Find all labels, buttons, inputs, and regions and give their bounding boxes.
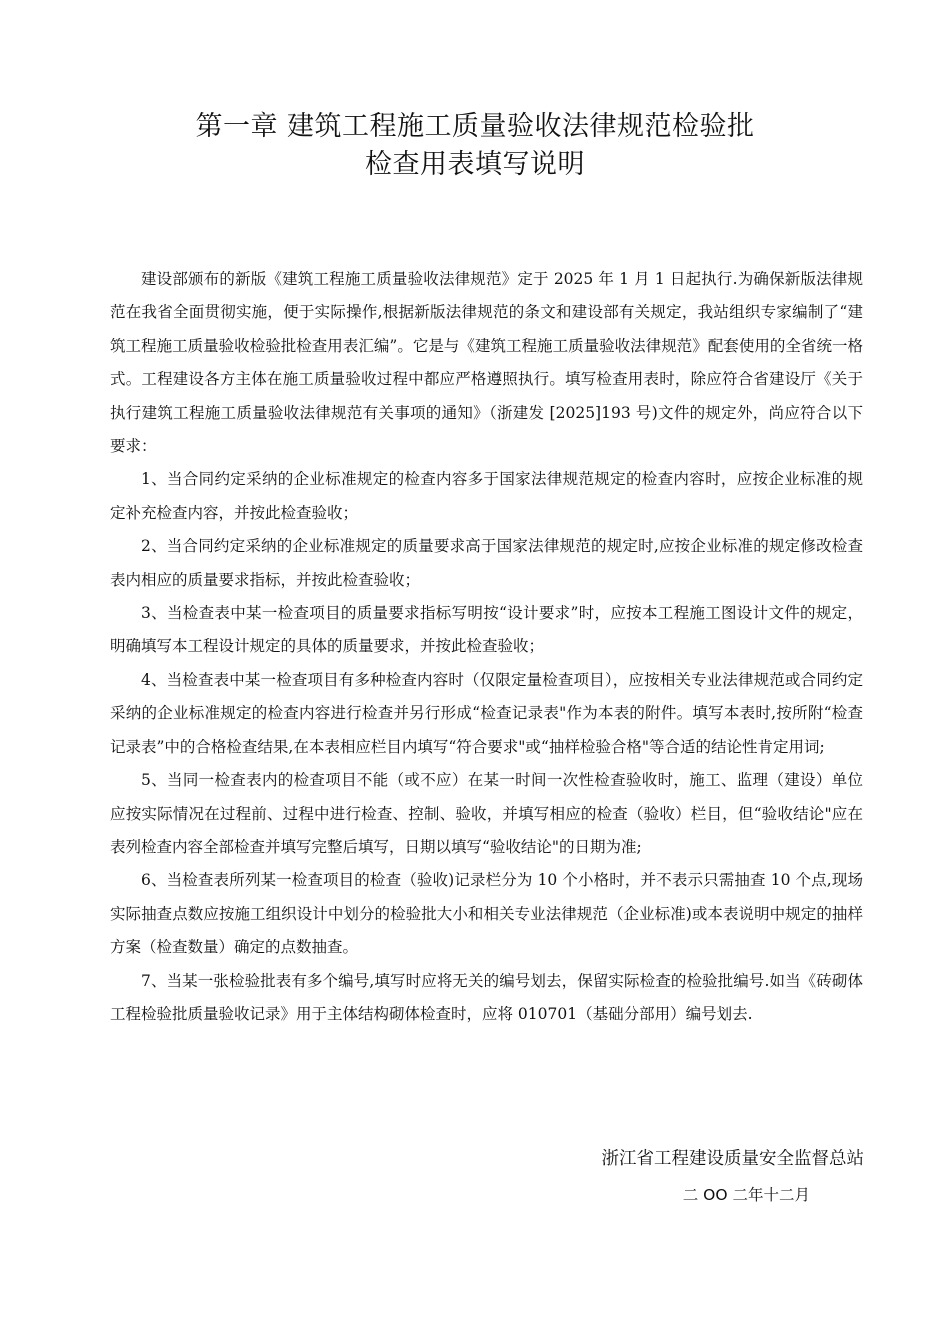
issuing-organization: 浙江省工程建设质量安全监督总站 [601, 1149, 864, 1169]
requirement-item-3: 3、当检查表中某一检查项目的质量要求指标写明按“设计要求”时，应按本工程施工图设计文件的规定，明确填写本工程设计规定的具体的质量要求，并按此检查验收； [110, 604, 863, 656]
requirement-item-2: 2、当合同约定采纳的企业标准规定的质量要求高于国家法律规范的规定时,应按企业标准的规定修改检查表内相应的质量要求指标，并按此检查验收； [110, 537, 863, 589]
requirement-item-4: 4、当检查表中某一检查项目有多种检查内容时（仅限定量检查项目），应按相关专业法律规范或合同约定采纳的企业标准规定的检查内容进行检查并另行形成“检查记录表"作为本表的附件。填写本表时,按所附“检查记录表”中的合格检查结果,在本表相应栏目内填写“符合要求"或“抽样检验合格"等合适的结论性肯定用词; [110, 670, 863, 756]
requirement-item-1: 1、当合同约定采纳的企业标准规定的检查内容多于国家法律规范规定的检查内容时，应按企业标准的规定补充检查内容，并按此检查验收； [110, 470, 863, 522]
requirement-item-6: 6、当检查表所列某一检查项目的检查（验收)记录栏分为 10 个小格时，并不表示只需抽查 10 个点,现场实际抽查点数应按施工组织设计中划分的检验批大小和相关专业法律规范（企业标准)或本表说明中规定的抽样方案（检查数量）确定的点数抽查。 [110, 871, 863, 957]
requirement-item-5: 5、当同一检查表内的检查项目不能（或不应）在某一时间一次性检查验收时，施工、监理（建设）单位应按实际情况在过程前、过程中进行检查、控制、验收，并填写相应的检查（验收）栏目，但“验收结论"应在表列检查内容全部检查并填写完整后填写，日期以填写“验收结论"的日期为准; [110, 771, 863, 856]
requirement-item-7: 7、当某一张检验批表有多个编号,填写时应将无关的编号划去，保留实际检查的检验批编号.如当《砖砌体工程检验批质量验收记录》用于主体结构砌体检查时，应将 010701（基础分部用）编号划去. [110, 971, 863, 1023]
chapter-title-line-1: 第一章 建筑工程施工质量验收法律规范检验批 [195, 111, 755, 142]
issue-date: 二 OO 二年十二月 [682, 1186, 810, 1204]
body-text [110, 263, 863, 1031]
chapter-title-line-2: 检查用表填写说明 [365, 149, 585, 180]
intro-paragraph: 建设部颁布的新版《建筑工程施工质量验收法律规范》定于 2025 年 1 月 1 日起执行.为确保新版法律规范在我省全面贯彻实施，便于实际操作,根据新版法律规范的条文和建设部有关规定，我站组织专家编制了“建筑工程施工质量验收检验批检查用表汇编”。它是与《建筑工程施工质量验收法律规范》配套使用的全省统一格式。工程建设各方主体在施工质量验收过程中都应严格遵照执行。填写检查用表时，除应符合省建设厅《关于执行建筑工程施工质量验收法律规范有关事项的通知》（浙建发 [2025]193 号)文件的规定外，尚应符合以下要求： [110, 270, 863, 456]
